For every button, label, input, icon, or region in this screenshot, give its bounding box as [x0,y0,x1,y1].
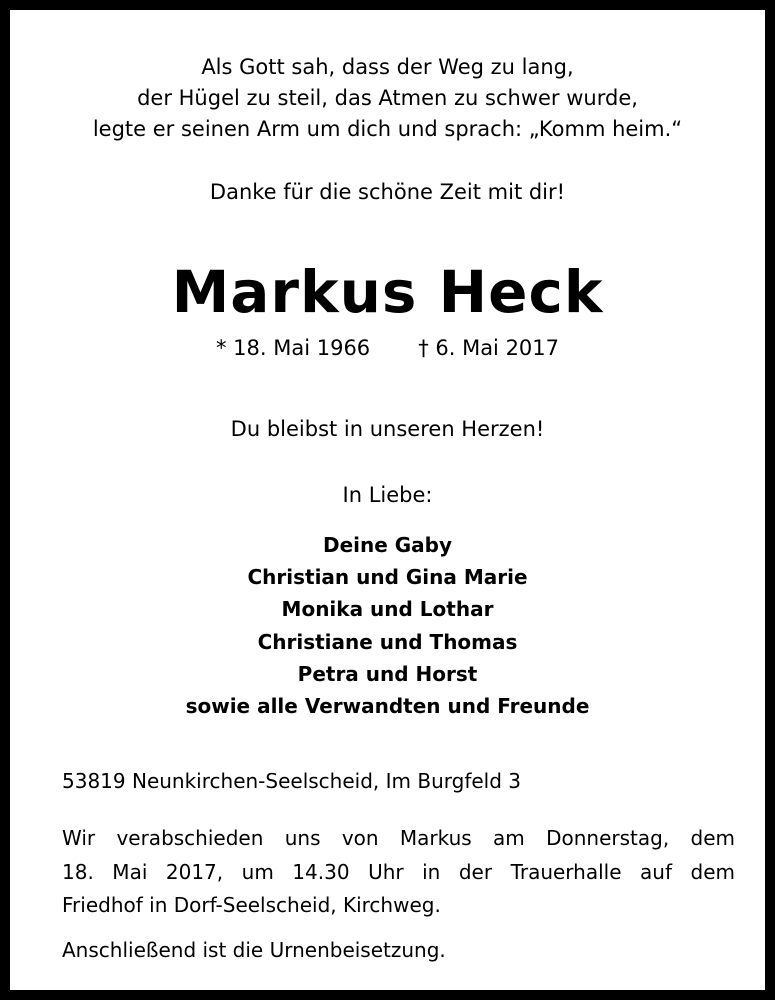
remembrance-line: Du bleibst in unseren Herzen! [230,417,545,441]
mourner: Petra und Horst [297,661,478,686]
birth-date: * 18. Mai 1966 [215,336,371,360]
verse-line: der Hügel zu steil, das Atmen zu schwer wurde, [137,86,638,110]
verse-line: legte er seinen Arm um dich und sprach: „Komm heim.“ [92,117,683,141]
death-date: † 6. Mai 2017 [418,336,560,360]
deceased-name: Markus Heck [171,258,604,326]
mourners-list [20,529,755,722]
urn-burial-note: Anschließend ist die Urnenbeisetzung. [62,938,446,962]
life-dates [20,333,755,364]
farewell-line: Wir verabschieden uns von Markus am Donnerstag, dem [62,826,735,850]
mourner: Christian und Gina Marie [247,565,528,590]
verse-line: Als Gott sah, dass der Weg zu lang, [201,55,574,79]
address: 53819 Neunkirchen-Seelscheid, Im Burgfeld 3 [62,769,521,793]
thanks-line: Danke für die schöne Zeit mit dir! [209,180,566,204]
mourner: sowie alle Verwandten und Freunde [185,694,590,719]
mourner: Christiane und Thomas [257,629,518,654]
mourner: Monika und Lothar [281,597,494,622]
farewell-notice [62,822,735,923]
farewell-line: 18. Mai 2017, um 14.30 Uhr in der Trauerhalle auf dem [62,859,735,884]
verse [20,52,755,145]
in-love-label: In Liebe: [342,483,433,507]
farewell-line: Friedhof in Dorf-Seelscheid, Kirchweg. [62,893,441,917]
mourner: Deine Gaby [322,533,453,557]
